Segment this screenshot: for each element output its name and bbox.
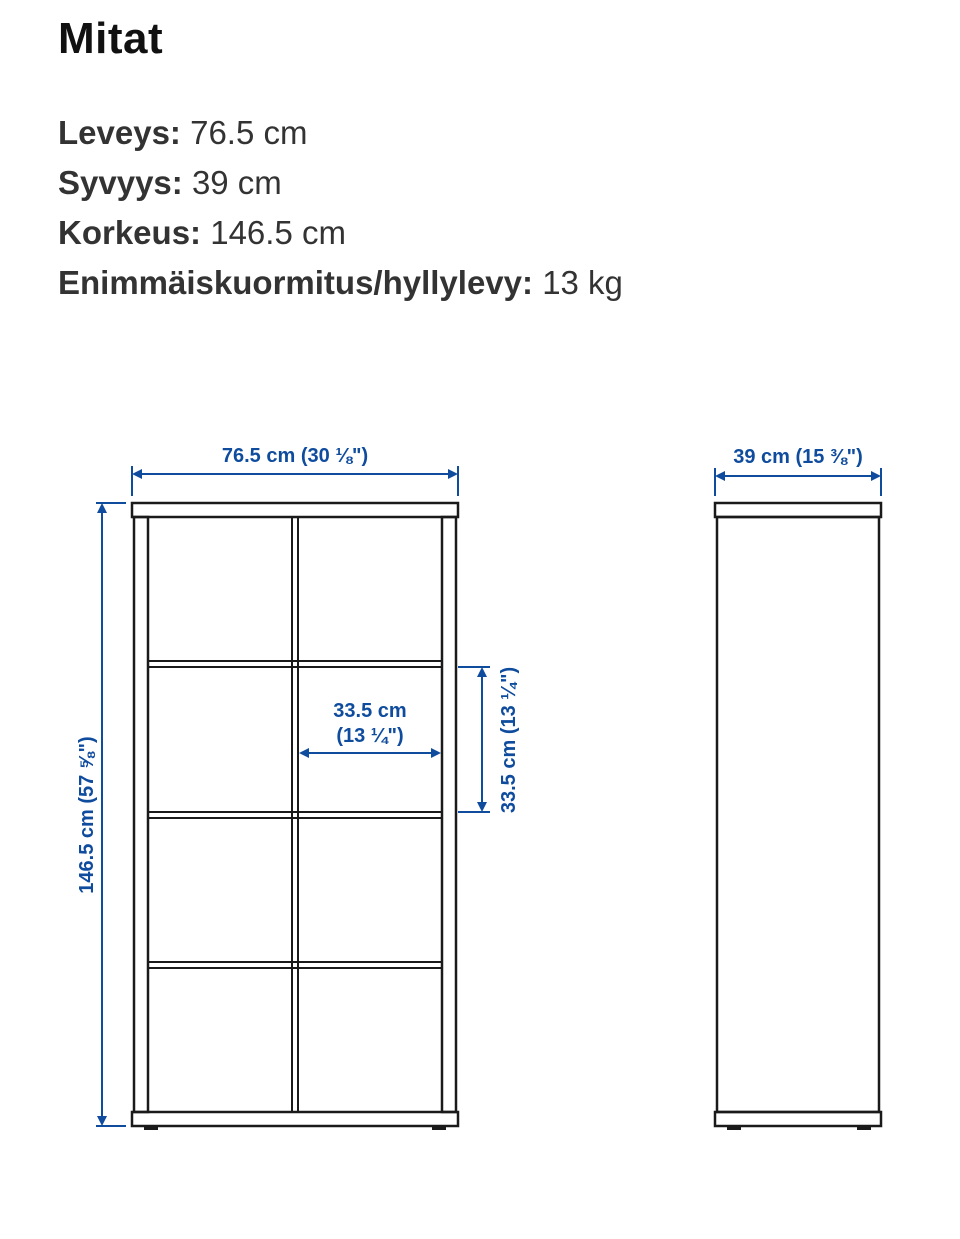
shelf <box>148 962 442 968</box>
spec-height <box>58 208 623 258</box>
side-top-panel <box>715 503 881 517</box>
front-width-label: 76.5 cm (30 ⅛") <box>221 445 369 467</box>
left-side-panel <box>134 517 148 1112</box>
side-panel <box>717 517 879 1112</box>
shelf <box>148 661 442 667</box>
foot <box>857 1126 871 1130</box>
foot <box>144 1126 158 1130</box>
page-title: Mitat <box>58 14 164 63</box>
foot <box>727 1126 741 1130</box>
front-height-label: 146.5 cm (57 ⅝") <box>76 736 98 894</box>
front-width-dimension <box>132 445 458 496</box>
shelf <box>148 812 442 818</box>
front-height-dimension <box>76 503 126 1126</box>
spec-value: 76.5 cm <box>190 114 308 151</box>
spec-value: 39 cm <box>191 164 282 201</box>
compartment-height-dimension <box>458 667 520 813</box>
compartment-height-label: 33.5 cm (13 ¼") <box>498 666 520 814</box>
spec-value: 146.5 cm <box>210 214 346 251</box>
spec-depth <box>58 158 623 208</box>
spec-label: Korkeus: <box>58 214 202 251</box>
spec-label: Syvyys: <box>58 164 183 201</box>
dimension-drawing <box>0 420 960 1239</box>
compartment-width-label-line2: (13 ¼") <box>336 725 404 747</box>
spec-label: Enimmäiskuormitus/hyllylevy: <box>58 264 534 301</box>
bottom-panel <box>132 1112 458 1126</box>
side-bottom-panel <box>715 1112 881 1126</box>
side-depth-label: 39 cm (15 ⅜") <box>733 446 863 468</box>
top-panel <box>132 503 458 517</box>
spec-width <box>58 108 623 158</box>
dimension-specs <box>58 108 623 308</box>
foot <box>432 1126 446 1130</box>
shelf-side-view <box>715 503 881 1130</box>
side-depth-dimension <box>715 446 881 496</box>
right-side-panel <box>442 517 456 1112</box>
shelf-front-view <box>132 503 458 1130</box>
spec-value: 13 kg <box>542 264 623 301</box>
spec-label: Leveys: <box>58 114 181 151</box>
center-divider <box>292 517 298 1112</box>
compartment-width-dimension <box>299 700 441 758</box>
compartment-width-label-line1: 33.5 cm <box>333 700 407 722</box>
spec-max-load <box>58 258 623 308</box>
